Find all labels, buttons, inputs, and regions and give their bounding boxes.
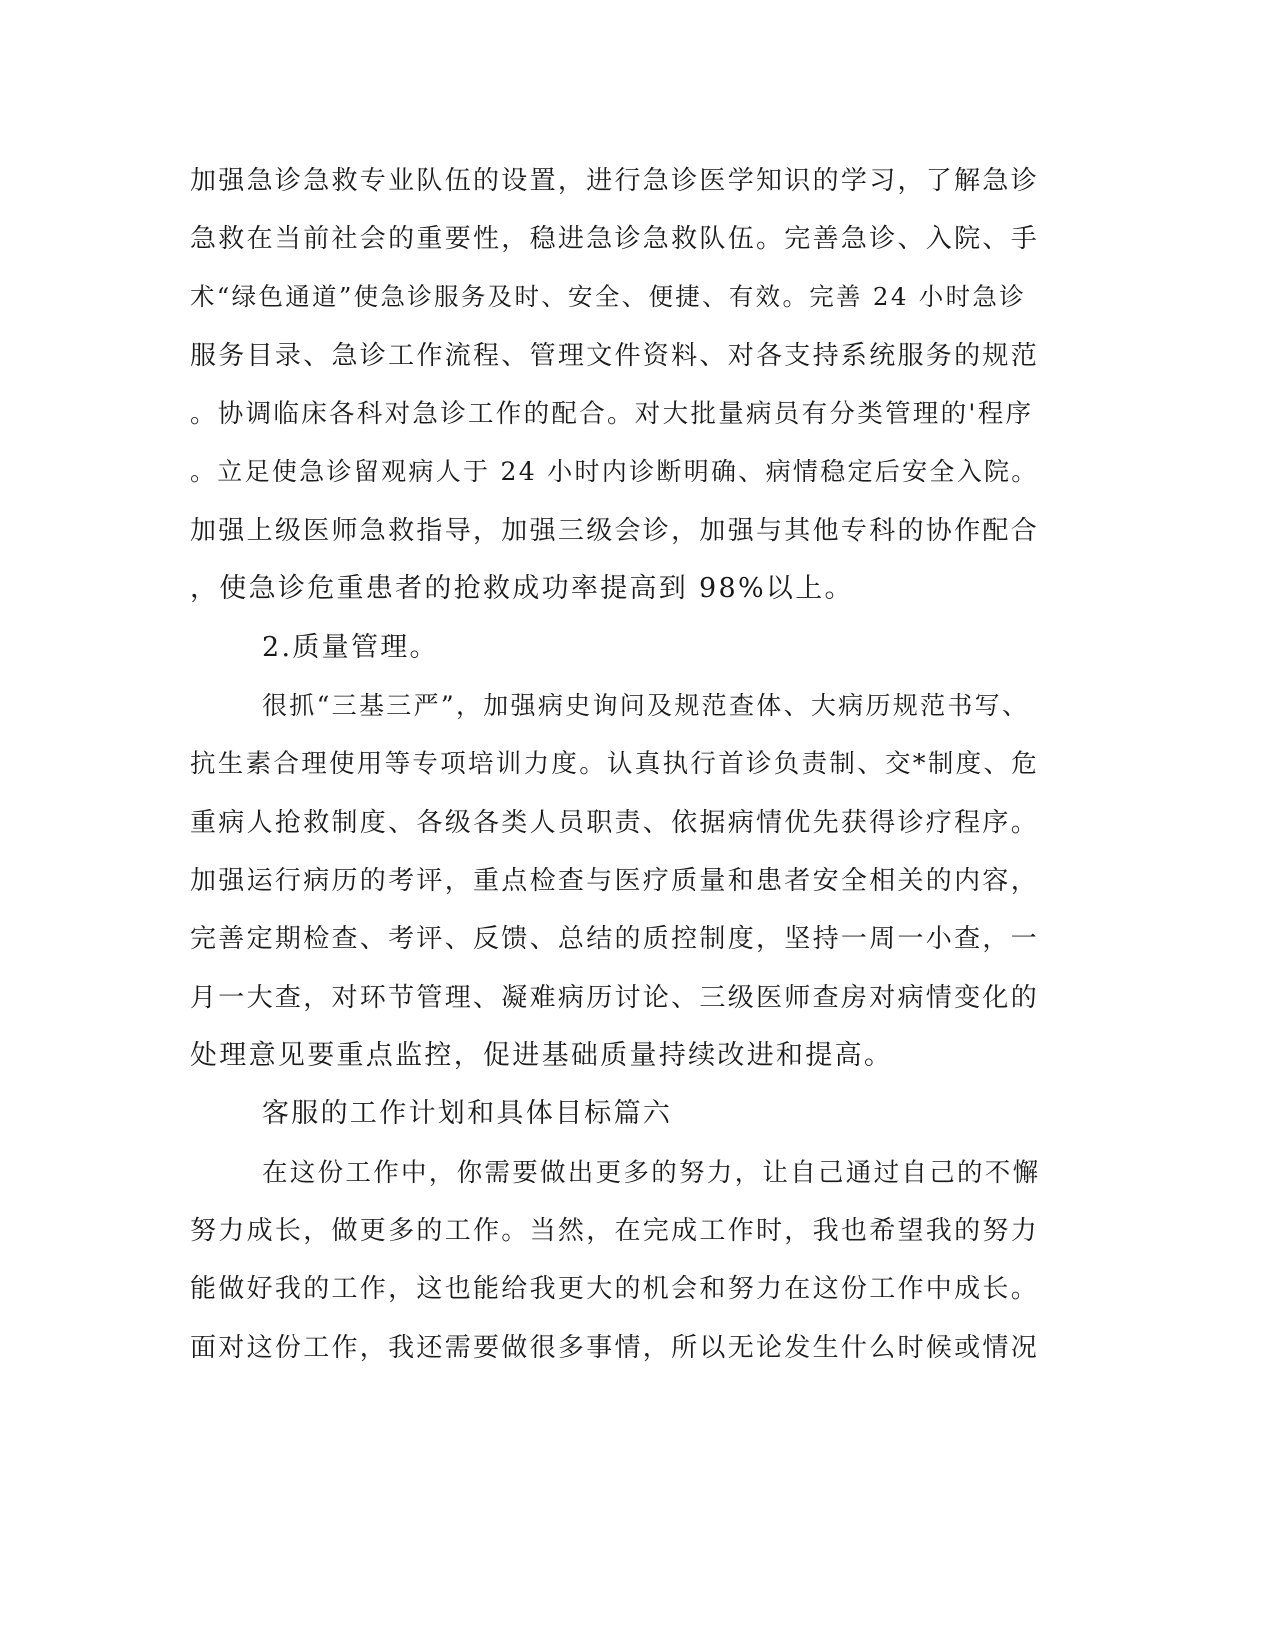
section-heading: 2.质量管理。	[262, 632, 439, 663]
text-line: 完善定期检查、考评、反馈、总结的质控制度，坚持一周一小查，一	[190, 924, 1040, 954]
text-line: 月一大查，对环节管理、凝难病历讨论、三级医师查房对病情变化的	[190, 983, 1040, 1013]
text-line: 加强急诊急救专业队伍的设置，进行急诊医学知识的学习，了解急诊	[190, 166, 1040, 196]
section-heading: 客服的工作计划和具体目标篇六	[262, 1098, 673, 1129]
text-line: 很抓“三基三严”，加强病史询问及规范查体、大病历规范书写、	[262, 691, 1030, 720]
text-line: 面对这份工作，我还需要做很多事情，所以无论发生什么时候或情况	[190, 1333, 1040, 1363]
text-line: 抗生素合理使用等专项培训力度。认真执行首诊负责制、交*制度、危	[190, 749, 1040, 779]
text-line: 急救在当前社会的重要性，稳进急诊急救队伍。完善急诊、入院、手	[190, 224, 1040, 254]
text-line: 服务目录、急诊工作流程、管理文件资料、对各支持系统服务的规范	[190, 341, 1040, 371]
text-line: 。协调临床各科对急诊工作的配合。对大批量病员有分类管理的'程序	[190, 399, 1034, 429]
text-line: 处理意见要重点监控，促进基础质量持续改进和提高。	[190, 1040, 894, 1071]
text-line: ，使急诊危重患者的抢救成功率提高到 98%以上。	[190, 573, 854, 604]
text-line: 加强运行病历的考评，重点检查与医疗质量和患者安全相关的内容，	[190, 866, 1040, 896]
text-line: 在这份工作中，你需要做出更多的努力，让自己通过自己的不懈	[262, 1158, 1041, 1188]
text-line: 术“绿色通道”使急诊服务及时、安全、便捷、有效。完善 24 小时急诊	[190, 282, 1026, 311]
text-line: 。立足使急诊留观病人于 24 小时内诊断明确、病情稳定后安全入院。	[190, 457, 1039, 486]
text-line: 加强上级医师急救指导，加强三级会诊，加强与其他专科的协作配合	[190, 516, 1040, 546]
text-line: 努力成长，做更多的工作。当然，在完成工作时，我也希望我的努力	[190, 1216, 1040, 1246]
text-line: 重病人抢救制度、各级各类人员职责、依据病情优先获得诊疗程序。	[190, 808, 1040, 838]
text-line: 能做好我的工作，这也能给我更大的机会和努力在这份工作中成长。	[190, 1274, 1040, 1304]
